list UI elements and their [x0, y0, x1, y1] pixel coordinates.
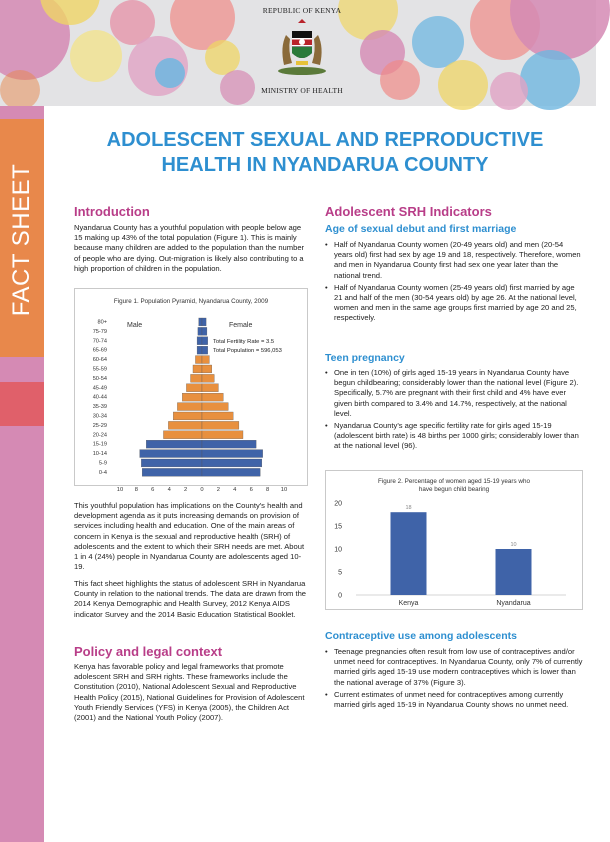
policy-heading: Policy and legal context [74, 644, 223, 659]
bar [202, 374, 214, 382]
fact-sheet-label: FACT SHEET [8, 163, 35, 317]
tick-label: 15 [334, 523, 342, 531]
bar [163, 431, 202, 439]
bar [191, 374, 202, 382]
bar [202, 431, 243, 439]
list-item: • Teenage pregnancies often result from low use of contraceptives and/or unmet need for contraceptives. In Nyandarua County, only 7% of currently married girls aged 15-19 use modern contraceptives which is lower than the national average of 37% (Figure 3). [325, 647, 583, 688]
list-item: • Half of Nyandarua County women (25-49 years old) first married by age 21 and half of the men (30-54 years old) by age 26. At the national level, women and men in the same age groups first married by age 20 and 25, respectively. [325, 283, 583, 324]
bar [202, 318, 206, 326]
tick-label: 10 [116, 486, 124, 493]
coat-of-arms [254, 6, 350, 95]
bar [202, 346, 208, 354]
bar [146, 440, 202, 448]
bar [202, 412, 233, 420]
bar [197, 346, 202, 354]
bar [202, 356, 209, 364]
ministry-label: MINISTRY OF HEALTH [261, 86, 343, 95]
tick-label: 80+ [97, 319, 107, 326]
list-item: • Half of Nyandarua County women (20-49 years old) and men (20-54 years old) first had sex by age 19 and 18, respectively. Therefore, women and men in Nyandarua County first had sex one year later than the national trend. [325, 240, 583, 281]
tick-label: 65-69 [92, 347, 107, 354]
tick-label: 40-44 [92, 394, 107, 401]
bar [197, 337, 202, 345]
tick-label: Nyandarua [496, 600, 531, 607]
bar [173, 412, 202, 420]
bar [391, 512, 427, 595]
tick-label: 0-4 [98, 469, 107, 476]
bar [140, 450, 202, 458]
page-title: ADOLESCENT SEXUAL AND REPRODUCTIVE HEALTH IN NYANDARUA COUNTY [106, 129, 544, 176]
bar [202, 384, 218, 392]
tick-label: 6 [249, 486, 253, 493]
tick-label: 50-54 [92, 375, 107, 382]
annotation: Total Fertility Rate = 3.5 [213, 339, 275, 345]
legend-label: Female [229, 322, 253, 329]
sexual-debut-list [325, 240, 583, 326]
left-sidebar [0, 106, 44, 842]
bar [496, 549, 532, 595]
bar [193, 365, 202, 373]
tick-label: 10 [280, 486, 288, 493]
tick-label: 2 [183, 486, 188, 493]
tick-label: 30-34 [92, 413, 107, 420]
bar [202, 440, 256, 448]
policy-paragraph: Kenya has favorable policy and legal frameworks that promote adolescent SRH and SRH rights. These frameworks include the Constitution (2010), National Adolescent Sexual and Reproductive Health Policy (2015), National Guidelines for Provision of Adolescent Youth Friendly Services (YFS) in Kenya (2005), the Children Act (2001) and the National Youth Policy (2007). [74, 662, 305, 723]
tick-label: 10-14 [92, 451, 107, 458]
sexual-debut-heading: Age of sexual debut and first marriage [325, 223, 517, 235]
kenya-coat-of-arms-icon [272, 17, 332, 77]
tick-label: 8 [134, 486, 139, 493]
tick-label: 4 [233, 486, 237, 493]
indicators-heading: Adolescent SRH Indicators [325, 204, 492, 219]
bar [202, 337, 208, 345]
bar [199, 318, 202, 326]
tick-label: 0 [338, 592, 342, 600]
list-item: • Current estimates of unmet need for contraceptives among currently married girls aged 15-19 in Nyandarua County shows no unmet need. [325, 690, 583, 710]
bar [186, 384, 202, 392]
header-banner [0, 0, 596, 106]
bar [202, 393, 223, 401]
annotation: Total Population = 596,053 [213, 348, 282, 354]
bar [198, 327, 202, 335]
population-pyramid-chart [75, 289, 307, 493]
intro-paragraph-1: Nyandarua County has a youthful population with people below age 15 making up 43% of the total population (Figure 1). This is mainly because many children are added to the population than the number of people who are dying. Out-migration is likely also contributing to a high proportion of children in the population. [74, 223, 305, 273]
tick-label: 70-74 [92, 338, 107, 345]
bar [202, 327, 207, 335]
tick-label: 2 [216, 486, 221, 493]
tick-label: 15-19 [92, 441, 107, 448]
bar [202, 459, 262, 467]
legend-label: Male [127, 322, 143, 329]
childbearing-bar-chart [326, 471, 582, 609]
teen-pregnancy-list [325, 368, 583, 454]
figure-2-childbearing-chart [325, 470, 583, 610]
intro-paragraph-2: This youthful population has implications on the County's health and development agenda as it puts increasing demands on provision of services including health and education. One of the main areas of concern in Kenya is the sexual and reproductive health (SRH) of adolescents and the extent to which their SRH needs are met. About 1 in 4 (24%) people in Nyandarua County are adolescents aged 10-19. [74, 501, 305, 572]
list-item: • One in ten (10%) of girls aged 15-19 years in Nyandarua County have begun childbearing; considerably lower than the national level (Figure 2). Specifically, 5.7% are pregnant with their first child and 4% have ever given birth compared to 3.4% and 14.7%, respectively, at the national level. [325, 368, 583, 419]
tick-label: Kenya [398, 600, 419, 607]
tick-label: 20 [334, 500, 342, 508]
bar [202, 403, 228, 411]
sidebar-red-block [0, 382, 44, 426]
list-item: • Nyandarua County's age specific fertility rate for girls aged 15-19 (adolescent birth rate) is 48 births per 1000 girls; considerably lower than at the national level (96). [325, 421, 583, 452]
tick-label: 5-9 [98, 460, 107, 467]
bar [141, 459, 202, 467]
tick-label: 10 [334, 546, 342, 554]
tick-label: 60-64 [92, 357, 107, 364]
bar [202, 421, 239, 429]
teen-pregnancy-heading: Teen pregnancy [325, 352, 405, 364]
bar [195, 356, 202, 364]
introduction-heading: Introduction [74, 204, 150, 219]
tick-label: 8 [265, 486, 270, 493]
chart-title: Figure 2. Percentage of women aged 15-19 years who [378, 478, 530, 485]
bar [142, 468, 202, 476]
intro-paragraph-3: This fact sheet highlights the status of adolescent SRH in Nyandarua County in relation to the national trends. The data are drawn from the 2014 Kenya Demographic and Health Survey, 2012 Kenya AIDS indicator Survey and the 2014 Basic Education Statistical Booklet. [74, 579, 307, 619]
tick-label: 55-59 [92, 366, 107, 373]
data-label: 18 [405, 505, 412, 512]
tick-label: 75-79 [92, 328, 107, 335]
tick-label: 4 [167, 486, 171, 493]
chart-title: Figure 1. Population Pyramid, Nyandarua County, 2009 [113, 298, 269, 305]
tick-label: 45-49 [92, 385, 107, 392]
tick-label: 20-24 [92, 432, 107, 439]
figure-1-population-pyramid [74, 288, 308, 493]
bar [202, 365, 212, 373]
republic-label: REPUBLIC OF KENYA [262, 6, 342, 15]
tick-label: 5 [338, 569, 342, 577]
bar [182, 393, 202, 401]
bar [177, 403, 202, 411]
chart-title: have begun child bearing [418, 486, 490, 493]
tick-label: 0 [200, 486, 204, 493]
tick-label: 6 [151, 486, 155, 493]
tick-label: 25-29 [92, 422, 107, 429]
bar [202, 468, 260, 476]
bar [202, 450, 263, 458]
contraceptive-list [325, 647, 583, 712]
data-label: 10 [510, 542, 517, 548]
contraceptive-heading: Contraceptive use among adolescents [325, 630, 517, 642]
tick-label: 35-39 [92, 404, 107, 411]
bar [168, 421, 202, 429]
